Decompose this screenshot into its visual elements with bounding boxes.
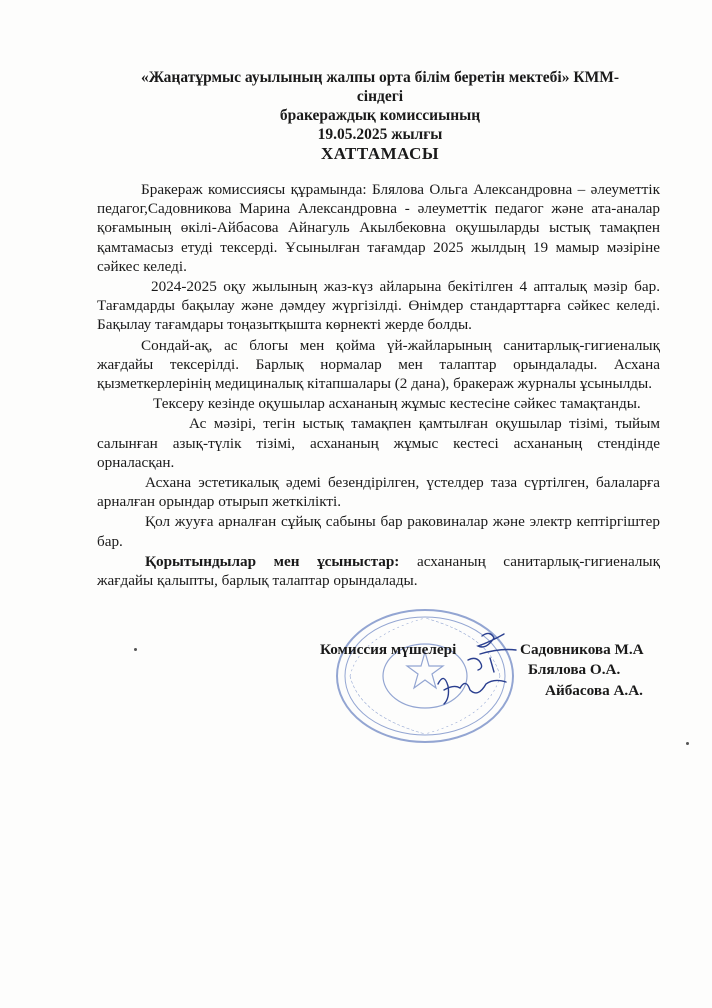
header-date: 19.05.2025 жылғы	[317, 126, 443, 143]
signatory-2: Блялова О.А.	[528, 661, 621, 678]
scan-speck	[686, 742, 689, 745]
paragraph-6: Асхана эстетикалық әдемі безендірілген, үстелдер таза сүртілген, балаларға арналған орындар отырып жеткілікті.	[97, 474, 660, 511]
signatory-3: Айбасова А.А.	[545, 682, 643, 699]
header-line-2: сіндегі	[356, 88, 404, 105]
header-line-1: «Жаңатұрмыс ауылының жалпы орта білім беретін мектебі» КММ-	[140, 69, 619, 86]
signatory-1: Садовникова М.А	[520, 641, 644, 658]
paragraph-5: Ас мәзірі, тегін ыстық тамақпен қамтылған оқушылар тізімі, тыйым салынған азық-түлік тізімі, асхананың жұмыс кестесі асхананың стендінде орналасқан.	[97, 415, 660, 471]
paragraph-4: Тексеру кезінде оқушылар асхананың жұмыс кестесіне сәйкес тамақтанды.	[153, 395, 641, 413]
document-title: ХАТТАМАСЫ	[320, 144, 440, 163]
scan-speck	[134, 648, 137, 651]
paragraph-7: Қол жууға арналған сұйық сабыны бар раковиналар және электр кептіргіштер бар.	[97, 513, 660, 550]
commission-members-label: Комиссия мүшелері	[320, 641, 457, 658]
paragraph-8	[97, 552, 660, 590]
header-line-3: бракераждық комиссиының	[279, 107, 481, 124]
paragraph-3: Сондай-ақ, ас блогы мен қойма үй-жайларының санитарлық-гигиеналық жағдайы тексерілді. Барлық нормалар мен талаптар орындалады. Асхана қызметкерлерінің медициналық кітапшалары (2 дана), бракераж журналы ұсынылды.	[97, 336, 660, 393]
document-body	[97, 180, 660, 591]
conclusion-label: Қорытындылар мен ұсыныстар:	[145, 552, 400, 570]
conclusion-text: асхананың санитарлық-гигиеналық жағдайы қалыпты, барлық талаптар орындалады.	[97, 552, 661, 590]
paragraph-2: 2024-2025 оқу жылының жаз-күз айларына бекітілген 4 апталық мәзір бар. Тағамдарды бақылау және дәмдеу жүргізілді. Өнімдер стандарттарға сәйкес келеді. Бақылау тағамдары тоңазытқышта көрнекті жерде болды.	[97, 278, 660, 334]
document-header	[90, 68, 670, 163]
paragraph-1: Бракераж комиссиясы құрамында: Блялова Ольга Александровна – әлеуметтік педагог,Садовникова Марина Александровна - әлеуметтік педагог және ата-аналар қоғамының өкілі-Айбасова Айнагуль Акылбековна оқушыларды ыстық тамақпен қамтамасыз етуді тексерді. Ұсынылған тағамдар 2025 жылдың 19 мамыр мәзіріне сәйкес келеді.	[97, 181, 660, 275]
